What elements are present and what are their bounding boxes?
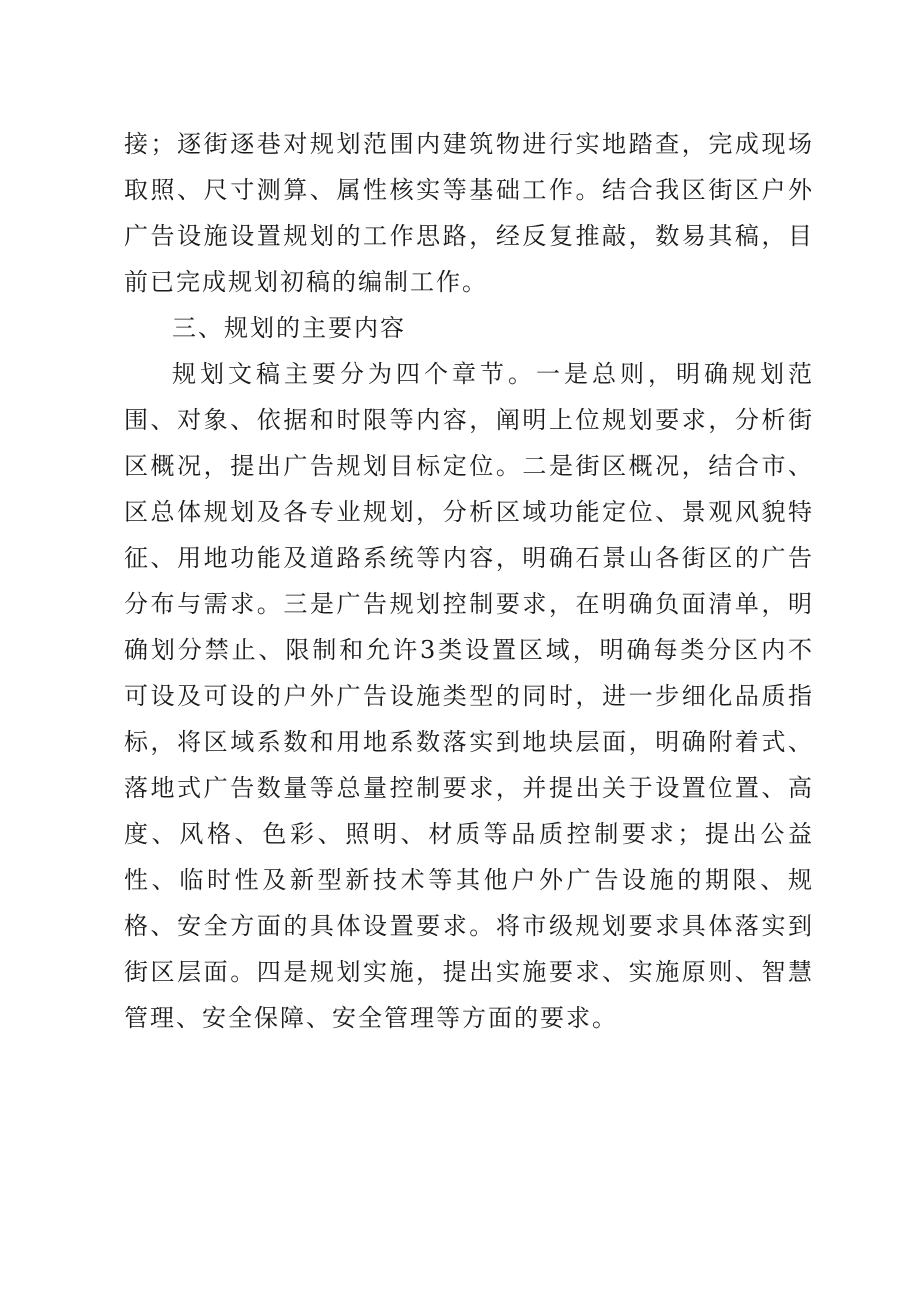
paragraph-continuation: 接；逐街逐巷对规划范围内建筑物进行实地踏查，完成现场取照、尺寸测算、属性核实等基础工作。结合我区街区户外广告设施设置规划的工作思路，经反复推敲，数易其稿，目前已完成规划初稿的编制工作。	[124, 130, 814, 296]
paragraph-main-content: 规划文稿主要分为四个章节。一是总则，明确规划范围、对象、依据和时限等内容，阐明上位规划要求，分析街区概况，提出广告规划目标定位。二是街区概况，结合市、区总体规划及各专业规划，分析区域功能定位、景观风貌特征、用地功能及道路系统等内容，明确石景山各街区的广告分布与需求。三是广告规划控制要求，在明确负面清单，明确划分禁止、限制和允许3类设置区域，明确每类分区内不可设及可设的户外广告设施类型的同时，进一步细化品质指标，将区域系数和用地系数落实到地块层面，明确附着式、落地式广告数量等总量控制要求，并提出关于设置位置、高度、风格、色彩、照明、材质等品质控制要求；提出公益性、临时性及新型新技术等其他户外广告设施的期限、规格、安全方面的具体设置要求。将市级规划要求具体落实到街区层面。四是规划实施，提出实施要求、实施原则、智慧管理、安全保障、安全管理等方面的要求。	[124, 360, 814, 1032]
section-heading: 三、规划的主要内容	[172, 314, 406, 342]
document-body	[124, 121, 814, 1041]
